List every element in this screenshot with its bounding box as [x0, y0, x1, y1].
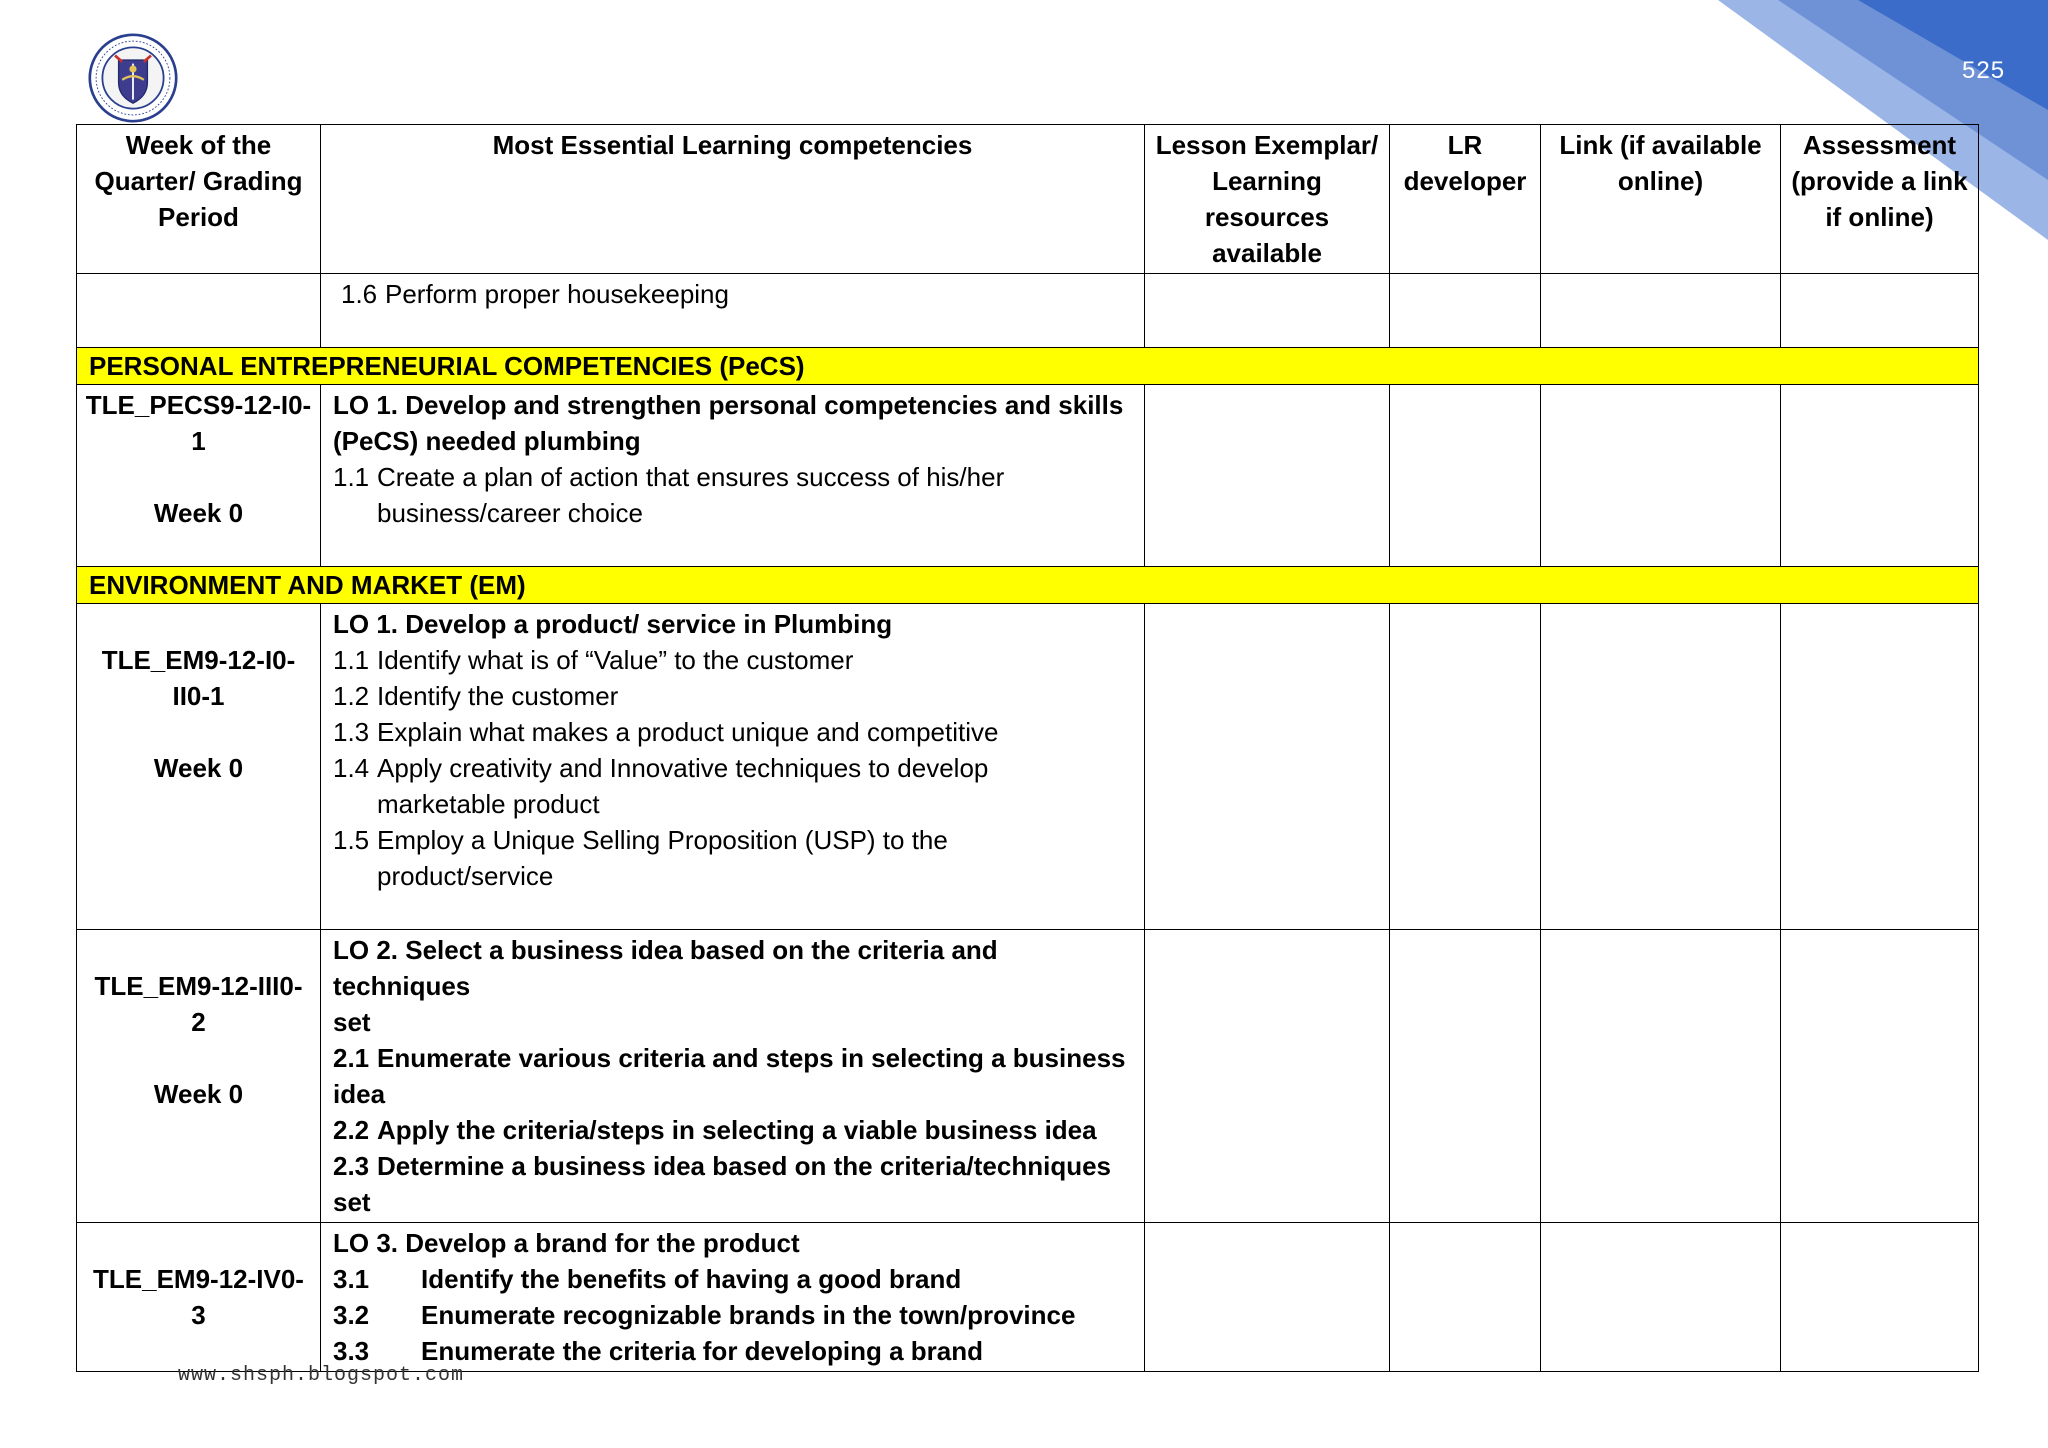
code-cell: TLE_EM9-12-III0- 2 Week 0	[77, 930, 321, 1223]
code-cell: TLE_EM9-12-IV0- 3	[77, 1223, 321, 1372]
code-cell: TLE_PECS9-12-I0- 1 Week 0	[77, 385, 321, 567]
table-row	[77, 930, 1979, 1223]
header-lr-developer: LR developer	[1390, 125, 1541, 274]
page-number: 525	[1962, 57, 2006, 84]
melc-table	[76, 124, 1979, 1372]
table-row	[77, 274, 1979, 348]
header-assessment: Assessment (provide a link if online)	[1781, 125, 1979, 274]
header-week: Week of the Quarter/ Grading Period	[77, 125, 321, 274]
section-header-em: ENVIRONMENT AND MARKET (EM)	[77, 567, 1979, 604]
competency-cell: LO 1. Develop and strengthen personal competencies and skills (PeCS) needed plumbing 1.1 Create a plan of action that ensures success of his/her business/career choice	[321, 385, 1145, 567]
competency-cell: LO 3. Develop a brand for the product 3.1 Identify the benefits of having a good brand 3.2 Enumerate recognizable brands in the town/province 3.3 Enumerate the criteria for developing a brand	[321, 1223, 1145, 1372]
header-competencies: Most Essential Learning competencies	[321, 125, 1145, 274]
section-header-pecs: PERSONAL ENTREPRENEURIAL COMPETENCIES (PeCS)	[77, 348, 1979, 385]
header-row	[77, 125, 1979, 274]
code-cell: TLE_EM9-12-I0- II0-1 Week 0	[77, 604, 321, 930]
competency-cell: LO 2. Select a business idea based on the criteria and techniques set 2.1 Enumerate various criteria and steps in selecting a business idea 2.2 Apply the criteria/steps in selecting a viable business idea 2.3 Determine a business idea based on the criteria/techniques set	[321, 930, 1145, 1223]
footer-url[interactable]: www.shsph.blogspot.com	[178, 1364, 465, 1387]
competency-cell: 1.6 Perform proper housekeeping	[321, 274, 1145, 348]
deped-seal-logo	[88, 33, 178, 123]
table-row	[77, 1223, 1979, 1372]
code-cell	[77, 274, 321, 348]
table-row	[77, 385, 1979, 567]
table-row	[77, 604, 1979, 930]
competency-cell: LO 1. Develop a product/ service in Plumbing 1.1 Identify what is of “Value” to the customer 1.2 Identify the customer 1.3 Explain what makes a product unique and competitive 1.4 Apply creativity and Innovative techniques to develop marketable product 1.5 Employ a Unique Selling Proposition (USP) to the product/service	[321, 604, 1145, 930]
header-link: Link (if available online)	[1541, 125, 1781, 274]
header-exemplar: Lesson Exemplar/ Learning resources available	[1145, 125, 1390, 274]
